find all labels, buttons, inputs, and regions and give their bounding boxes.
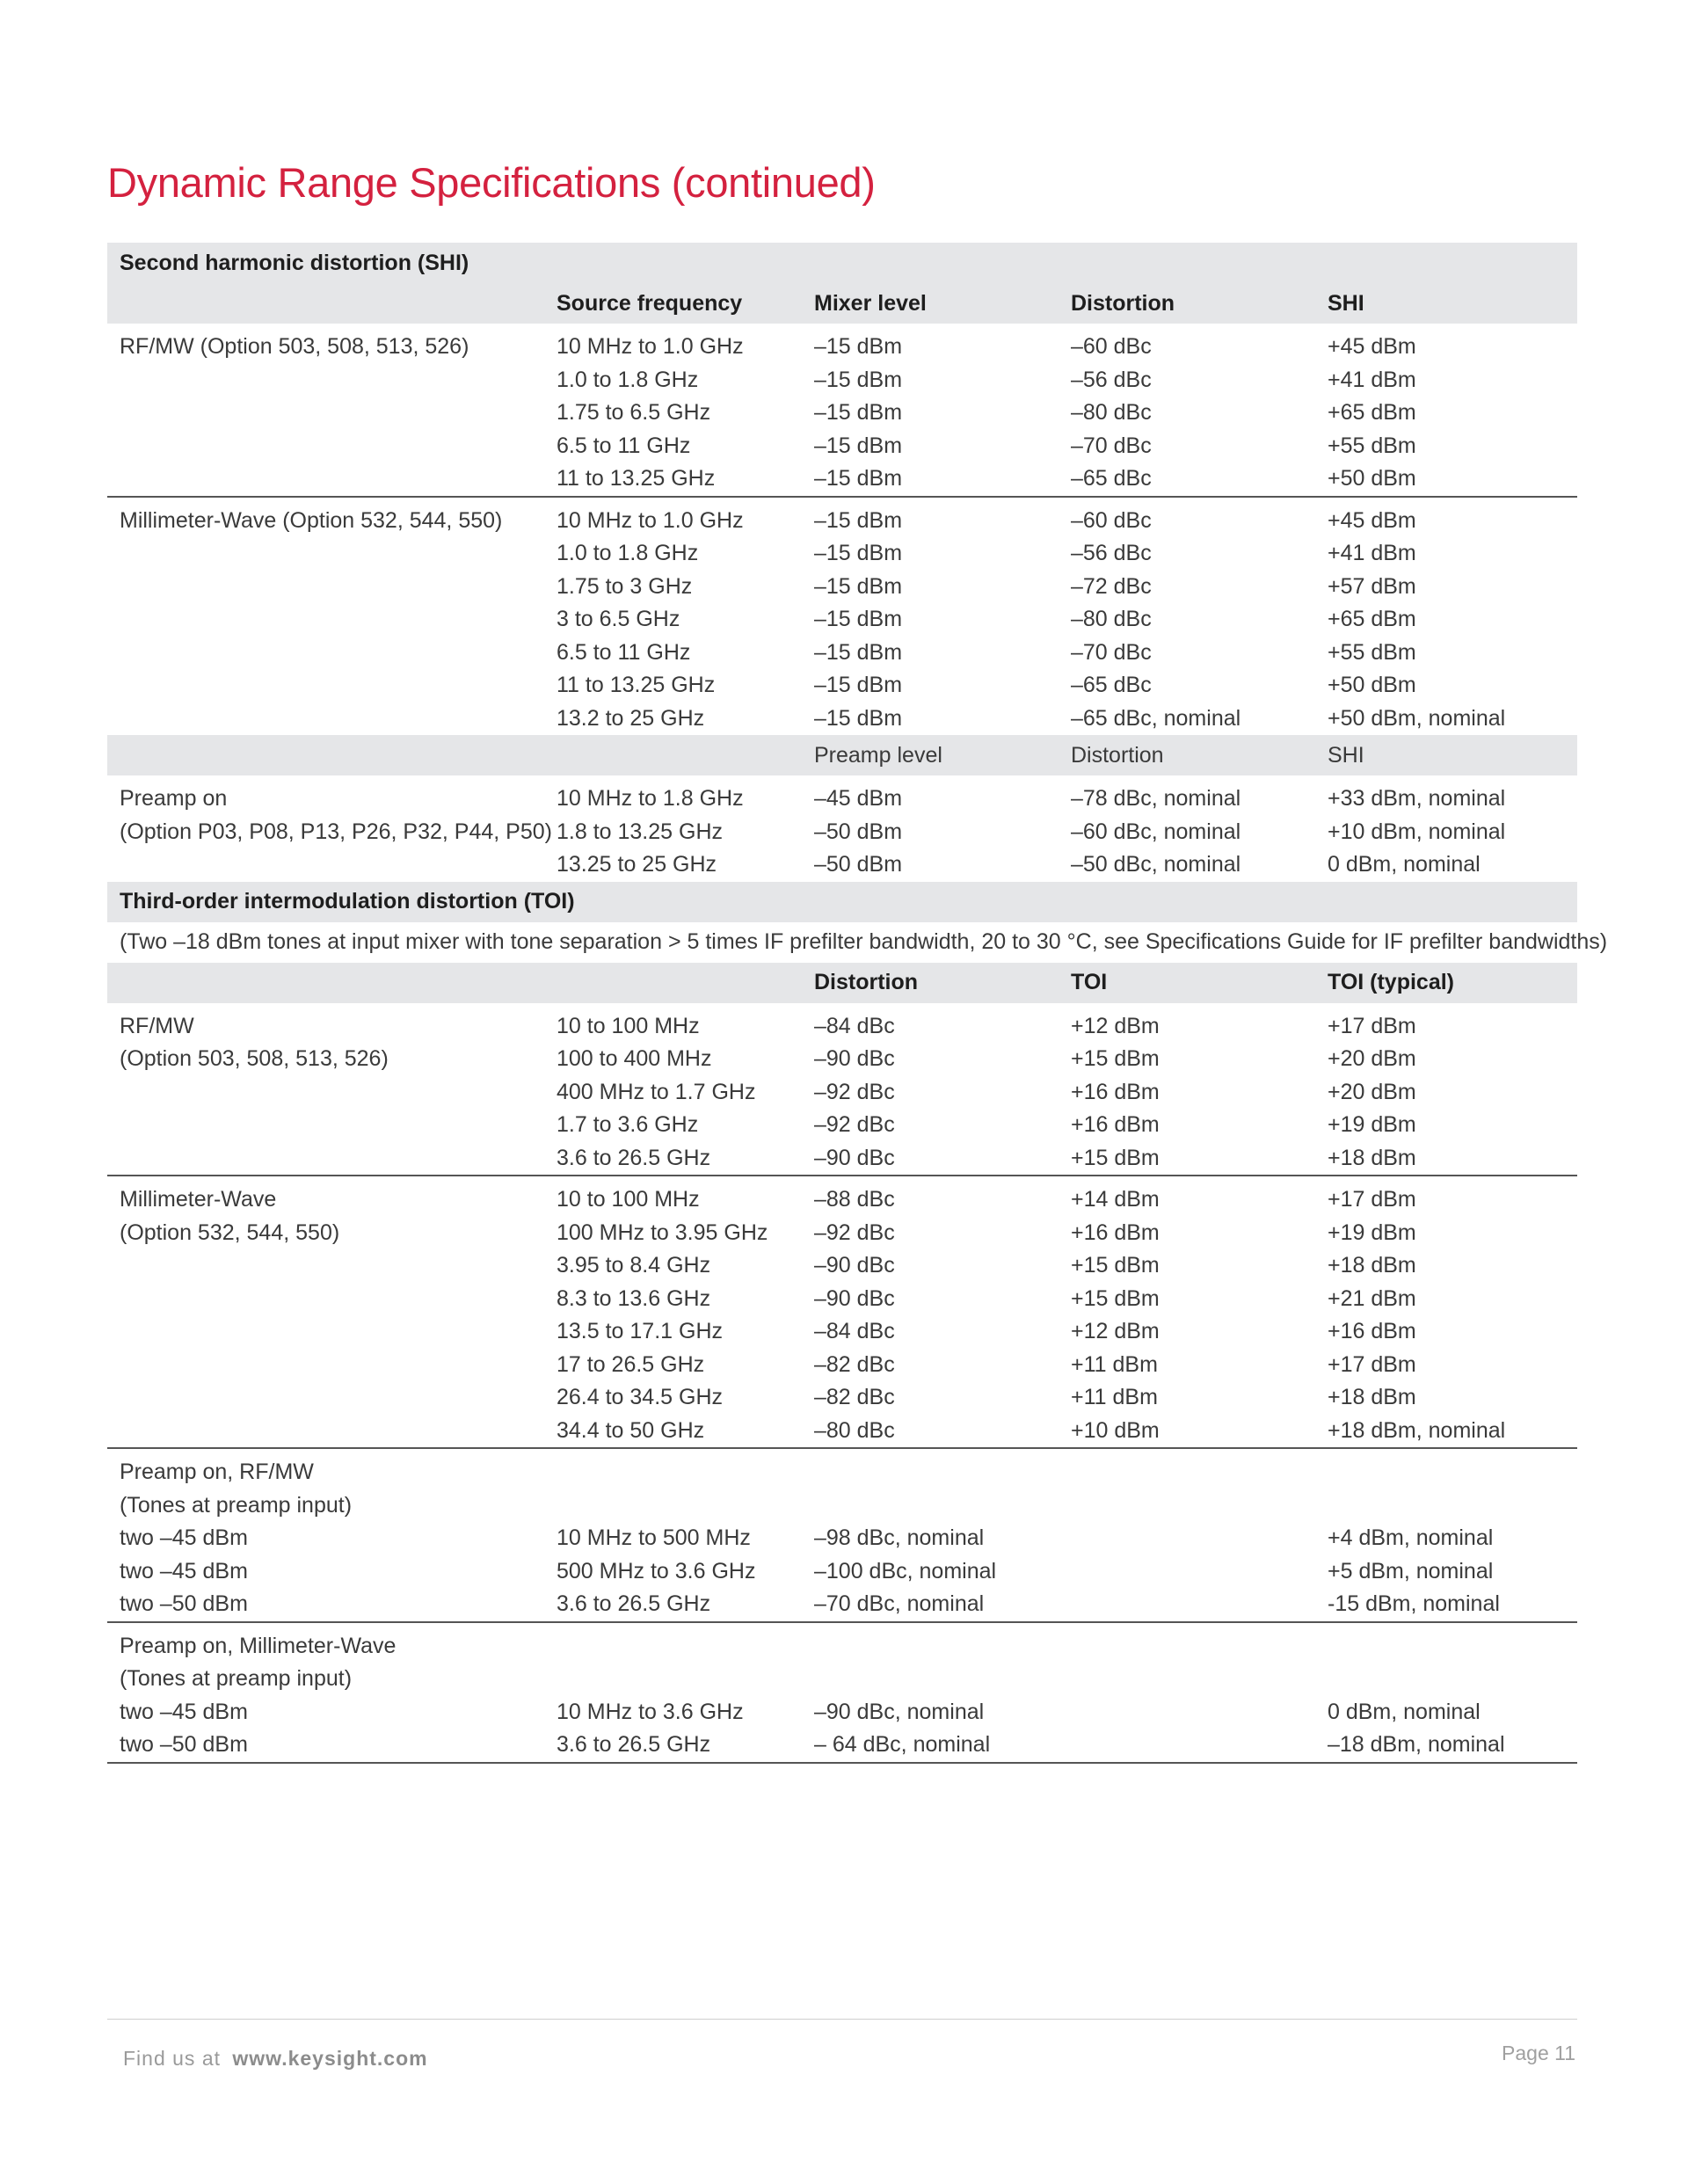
table-cell: +15 dBm	[1071, 1285, 1160, 1311]
table-cell: –80 dBc	[1071, 400, 1152, 426]
table-cell: 34.4 to 50 GHz	[544, 1415, 802, 1449]
table-cell: +17 dBm	[1328, 1187, 1416, 1212]
table-cell: –15 dBm	[814, 400, 903, 426]
table-cell	[107, 1315, 544, 1349]
table-cell	[544, 1489, 802, 1523]
group-label: Millimeter-Wave	[120, 1187, 277, 1212]
toi-heading-row	[107, 882, 1577, 922]
table-cell: 500 MHz to 3.6 GHz	[557, 1558, 756, 1583]
table-cell: two –45 dBm	[120, 1699, 248, 1724]
table-cell	[1059, 1555, 1315, 1589]
group-label: Preamp on	[120, 786, 228, 812]
footer-find-us	[123, 2047, 428, 2071]
table-cell	[107, 637, 544, 670]
table-cell	[107, 669, 544, 703]
table-cell: 13.25 to 25 GHz	[557, 852, 717, 877]
table-cell: –15 dBm	[814, 573, 903, 599]
table-cell: +65 dBm	[1328, 400, 1416, 426]
table-cell: +12 dBm	[1071, 1013, 1160, 1038]
table-cell	[802, 1448, 1059, 1489]
group-label: (Option 532, 544, 550)	[120, 1219, 340, 1245]
table-cell: 10 MHz to 500 MHz	[557, 1525, 751, 1551]
table-cell: –92 dBc	[814, 1219, 895, 1245]
table-row	[107, 1448, 1577, 1489]
table-row	[107, 1349, 1577, 1382]
table-cell: +18 dBm	[1328, 1253, 1416, 1278]
table-row	[107, 571, 1577, 604]
table-row	[107, 1663, 1577, 1696]
table-row	[107, 1622, 1577, 1663]
table-cell: 3.95 to 8.4 GHz	[557, 1253, 711, 1278]
table-row	[107, 603, 1577, 637]
table-cell	[107, 703, 544, 736]
table-cell	[107, 848, 544, 882]
table-row	[107, 1415, 1577, 1449]
table-cell: –15 dBm	[814, 541, 903, 566]
table-cell: +14 dBm	[1071, 1187, 1160, 1212]
table-cell: 1.75 to 3 GHz	[557, 573, 693, 599]
table-row	[107, 324, 1577, 364]
column-header: Source frequency	[544, 283, 802, 324]
table-cell: 400 MHz to 1.7 GHz	[557, 1079, 756, 1104]
table-row	[107, 1217, 1577, 1250]
table-row	[107, 703, 1577, 736]
table-cell: 11 to 13.25 GHz	[544, 462, 802, 497]
table-cell: +10 dBm	[1059, 1415, 1315, 1449]
table-cell: +15 dBm	[1071, 1046, 1160, 1072]
table-cell	[107, 462, 544, 497]
table-cell	[107, 430, 544, 463]
table-row	[107, 637, 1577, 670]
table-cell: –65 dBc, nominal	[1071, 705, 1241, 731]
table-cell: 10 to 100 MHz	[557, 1187, 700, 1212]
table-cell: +15 dBm	[1071, 1253, 1160, 1278]
table-row	[107, 397, 1577, 430]
table-cell: two –50 dBm	[107, 1588, 544, 1622]
table-cell	[802, 1622, 1059, 1663]
table-cell: +12 dBm	[1071, 1319, 1160, 1344]
table-cell: 0 dBm, nominal	[1328, 1699, 1481, 1724]
table-cell: +45 dBm	[1328, 507, 1416, 533]
table-cell: +19 dBm	[1328, 1219, 1416, 1245]
table-cell: –65 dBc	[1071, 673, 1152, 698]
table-cell: 10 MHz to 3.6 GHz	[557, 1699, 744, 1724]
table-cell: +50 dBm	[1315, 462, 1577, 497]
table-cell: –15 dBm	[814, 639, 903, 665]
table-cell: +41 dBm	[1328, 367, 1416, 392]
table-cell	[1059, 1696, 1315, 1729]
table-cell: –65 dBc	[1059, 462, 1315, 497]
table-cell: +11 dBm	[1071, 1351, 1158, 1377]
table-cell: 13.2 to 25 GHz	[557, 705, 705, 731]
table-cell: +15 dBm	[1059, 1142, 1315, 1176]
table-cell: –15 dBm	[814, 673, 903, 698]
group-label: Preamp on, Millimeter-Wave	[120, 1633, 397, 1658]
table-cell: +4 dBm, nominal	[1328, 1525, 1494, 1551]
group-label: (Option P03, P08, P13, P26, P32, P44, P50)	[120, 819, 552, 844]
table-row	[107, 1729, 1577, 1763]
table-cell: –90 dBc	[814, 1253, 895, 1278]
table-cell: –84 dBc	[814, 1319, 895, 1344]
table-cell: –50 dBc, nominal	[1071, 852, 1241, 877]
table-cell: +57 dBm	[1328, 573, 1416, 599]
shi-column-header-row	[107, 283, 1577, 324]
table-cell	[107, 364, 544, 397]
column-header	[544, 963, 802, 1003]
table-cell: –15 dBm	[814, 367, 903, 392]
table-cell	[1059, 1522, 1315, 1555]
toi-column-header-row	[107, 963, 1577, 1003]
table-cell: -15 dBm, nominal	[1315, 1588, 1577, 1622]
table-cell: –90 dBc	[802, 1142, 1059, 1176]
table-cell: –56 dBc	[1071, 541, 1152, 566]
table-cell: +65 dBm	[1328, 607, 1416, 632]
section-heading: Second harmonic distortion (SHI)	[107, 243, 1577, 283]
table-row	[107, 1489, 1577, 1523]
page-number: Page 11	[1502, 2042, 1575, 2064]
table-cell	[1059, 1729, 1315, 1763]
preamp-column-header-row	[107, 735, 1577, 775]
table-cell	[1315, 1622, 1577, 1663]
column-header: Preamp level	[802, 735, 1059, 775]
table-cell: 6.5 to 11 GHz	[557, 433, 691, 458]
table-cell: +55 dBm	[1328, 433, 1416, 458]
table-cell	[802, 1663, 1059, 1696]
table-row	[107, 497, 1577, 538]
table-cell	[1059, 1489, 1315, 1523]
table-cell	[802, 1489, 1059, 1523]
table-cell: 100 to 400 MHz	[557, 1046, 712, 1072]
column-header	[544, 735, 802, 775]
table-row	[107, 537, 1577, 571]
table-cell: –92 dBc	[814, 1112, 895, 1138]
table-row	[107, 1381, 1577, 1415]
section-heading: Third-order intermodulation distortion (TOI)	[107, 882, 1577, 922]
table-cell: –82 dBc	[814, 1385, 895, 1410]
table-row	[107, 669, 1577, 703]
table-cell: –60 dBc	[1071, 507, 1152, 533]
table-row	[107, 364, 1577, 397]
table-cell: +55 dBm	[1328, 639, 1416, 665]
column-header	[107, 283, 544, 324]
group-label: (Tones at preamp input)	[120, 1492, 353, 1518]
table-cell: 0 dBm, nominal	[1328, 852, 1481, 877]
table-cell: –84 dBc	[814, 1013, 895, 1038]
table-cell: 11 to 13.25 GHz	[557, 673, 716, 698]
table-row	[107, 1249, 1577, 1283]
table-cell: +18 dBm, nominal	[1315, 1415, 1577, 1449]
table-cell: +16 dBm	[1328, 1319, 1416, 1344]
column-header: TOI	[1059, 963, 1315, 1003]
group-label: (Option 503, 508, 513, 526)	[120, 1046, 389, 1072]
table-cell	[107, 571, 544, 604]
website-link[interactable]: www.keysight.com	[232, 2047, 428, 2070]
column-header: Mixer level	[802, 283, 1059, 324]
table-row	[107, 816, 1577, 849]
table-row	[107, 462, 1577, 497]
table-cell	[107, 1381, 544, 1415]
table-cell	[1315, 1448, 1577, 1489]
table-cell: +18 dBm	[1315, 1142, 1577, 1176]
column-header: Distortion	[1059, 735, 1315, 775]
table-cell	[1059, 1663, 1315, 1696]
table-cell: 3.6 to 26.5 GHz	[544, 1588, 802, 1622]
table-cell: –70 dBc	[1071, 433, 1152, 458]
table-cell: 10 MHz to 1.8 GHz	[557, 786, 744, 812]
column-header: SHI	[1315, 735, 1577, 775]
table-row	[107, 1283, 1577, 1316]
table-cell: +17 dBm	[1328, 1351, 1416, 1377]
table-cell: –82 dBc	[814, 1351, 895, 1377]
group-label: RF/MW (Option 503, 508, 513, 526)	[120, 334, 469, 360]
table-row	[107, 1176, 1577, 1217]
table-cell: +41 dBm	[1328, 541, 1416, 566]
table-cell: –72 dBc	[1071, 573, 1152, 599]
table-cell: +16 dBm	[1071, 1219, 1160, 1245]
table-cell: –92 dBc	[814, 1079, 895, 1104]
table-cell	[107, 1349, 544, 1382]
table-row	[107, 1522, 1577, 1555]
table-cell: –98 dBc, nominal	[814, 1525, 985, 1551]
table-row	[107, 1696, 1577, 1729]
find-us-label: Find us at	[123, 2047, 221, 2070]
table-cell	[107, 1249, 544, 1283]
table-cell: – 64 dBc, nominal	[802, 1729, 1059, 1763]
shi-heading-row	[107, 243, 1577, 283]
table-cell: 6.5 to 11 GHz	[557, 639, 691, 665]
table-cell: –15 dBm	[814, 705, 903, 731]
table-row	[107, 1109, 1577, 1142]
table-cell: +10 dBm, nominal	[1328, 819, 1506, 844]
table-cell: 1.0 to 1.8 GHz	[557, 541, 699, 566]
toi-note: (Two –18 dBm tones at input mixer with tone separation > 5 times IF prefilter bandwidth, 20 to 30 °C, see Specifications Guide for IF prefilter bandwidths)	[120, 929, 1608, 954]
table-cell: –15 dBm	[814, 607, 903, 632]
group-label: RF/MW	[120, 1013, 194, 1038]
table-cell	[1059, 1588, 1315, 1622]
table-cell: –56 dBc	[1071, 367, 1152, 392]
group-label: Preamp on, RF/MW	[120, 1460, 314, 1485]
table-cell: 3 to 6.5 GHz	[557, 607, 680, 632]
table-cell: 3.6 to 26.5 GHz	[544, 1142, 802, 1176]
table-cell: –60 dBc	[1071, 334, 1152, 360]
table-row	[107, 1076, 1577, 1110]
table-cell: –78 dBc, nominal	[1071, 786, 1241, 812]
footer-divider	[107, 2019, 1577, 2020]
table-cell: two –45 dBm	[120, 1525, 248, 1551]
table-row	[107, 1003, 1577, 1044]
table-row	[107, 775, 1577, 816]
column-header	[107, 963, 544, 1003]
table-cell: +20 dBm	[1328, 1079, 1416, 1104]
table-cell: +16 dBm	[1071, 1079, 1160, 1104]
table-cell: 10 to 100 MHz	[557, 1013, 700, 1038]
table-cell: +45 dBm	[1328, 334, 1416, 360]
table-cell: –70 dBc, nominal	[802, 1588, 1059, 1622]
table-cell	[107, 1076, 544, 1110]
table-row	[107, 1588, 1577, 1622]
table-cell: +33 dBm, nominal	[1328, 786, 1506, 812]
table-cell: 1.7 to 3.6 GHz	[557, 1112, 699, 1138]
table-row	[107, 1043, 1577, 1076]
table-cell: –90 dBc	[814, 1046, 895, 1072]
table-cell: 17 to 26.5 GHz	[557, 1351, 705, 1377]
table-cell	[107, 603, 544, 637]
table-cell: +50 dBm	[1328, 673, 1416, 698]
table-cell: +5 dBm, nominal	[1328, 1558, 1494, 1583]
table-cell: +20 dBm	[1328, 1046, 1416, 1072]
group-label: Millimeter-Wave (Option 532, 544, 550)	[120, 507, 503, 533]
table-row	[107, 1142, 1577, 1176]
table-cell: –90 dBc, nominal	[814, 1699, 985, 1724]
table-cell	[1315, 1663, 1577, 1696]
table-cell: 8.3 to 13.6 GHz	[557, 1285, 711, 1311]
table-cell	[1059, 1448, 1315, 1489]
table-cell: –50 dBm	[814, 852, 903, 877]
table-cell: 13.5 to 17.1 GHz	[557, 1319, 724, 1344]
table-cell: –60 dBc, nominal	[1071, 819, 1241, 844]
table-cell: –15 dBm	[814, 433, 903, 458]
table-row	[107, 1315, 1577, 1349]
table-cell: 10 MHz to 1.0 GHz	[557, 507, 744, 533]
table-cell: –18 dBm, nominal	[1315, 1729, 1577, 1763]
table-row	[107, 848, 1577, 882]
table-cell: +18 dBm	[1328, 1385, 1416, 1410]
table-cell: –80 dBc	[1071, 607, 1152, 632]
table-cell: –90 dBc	[814, 1285, 895, 1311]
table-cell	[1315, 1489, 1577, 1523]
column-header: Distortion	[802, 963, 1059, 1003]
table-cell: 3.6 to 26.5 GHz	[544, 1729, 802, 1763]
table-cell: –15 dBm	[802, 462, 1059, 497]
table-cell: 100 MHz to 3.95 GHz	[557, 1219, 768, 1245]
column-header: TOI (typical)	[1315, 963, 1577, 1003]
column-header	[107, 735, 544, 775]
table-cell: 1.8 to 13.25 GHz	[557, 819, 724, 844]
table-cell	[107, 397, 544, 430]
table-cell	[107, 1109, 544, 1142]
table-cell: –50 dBm	[814, 819, 903, 844]
table-cell: +19 dBm	[1328, 1112, 1416, 1138]
column-header: SHI	[1315, 283, 1577, 324]
table-cell: 26.4 to 34.5 GHz	[557, 1385, 724, 1410]
table-cell	[107, 537, 544, 571]
group-label: (Tones at preamp input)	[120, 1666, 353, 1692]
table-row	[107, 430, 1577, 463]
table-cell	[107, 1415, 544, 1449]
table-cell	[544, 1448, 802, 1489]
table-row	[107, 1555, 1577, 1589]
table-cell: +16 dBm	[1071, 1112, 1160, 1138]
table-cell: +17 dBm	[1328, 1013, 1416, 1038]
table-cell: two –50 dBm	[107, 1729, 544, 1763]
table-cell: –88 dBc	[814, 1187, 895, 1212]
table-cell: 1.75 to 6.5 GHz	[557, 400, 711, 426]
table-cell: –15 dBm	[814, 507, 903, 533]
table-cell: –70 dBc	[1071, 639, 1152, 665]
table-cell: –15 dBm	[814, 334, 903, 360]
table-cell: +50 dBm, nominal	[1328, 705, 1506, 731]
table-cell	[544, 1663, 802, 1696]
table-cell: –45 dBm	[814, 786, 903, 812]
table-cell: –80 dBc	[802, 1415, 1059, 1449]
page-title: Dynamic Range Specifications (continued)	[107, 159, 876, 206]
table-cell: –100 dBc, nominal	[814, 1558, 997, 1583]
table-cell	[544, 1622, 802, 1663]
toi-note-row	[107, 922, 1577, 963]
table-cell: +11 dBm	[1071, 1385, 1158, 1410]
table-cell: 1.0 to 1.8 GHz	[557, 367, 699, 392]
table-cell: two –45 dBm	[120, 1558, 248, 1583]
column-header: Distortion	[1059, 283, 1315, 324]
table-cell	[1059, 1622, 1315, 1663]
table-cell	[107, 1142, 544, 1176]
table-cell: 10 MHz to 1.0 GHz	[557, 334, 744, 360]
table-cell	[107, 1283, 544, 1316]
table-cell: +21 dBm	[1328, 1285, 1416, 1311]
dynamic-range-table	[107, 243, 1608, 1764]
